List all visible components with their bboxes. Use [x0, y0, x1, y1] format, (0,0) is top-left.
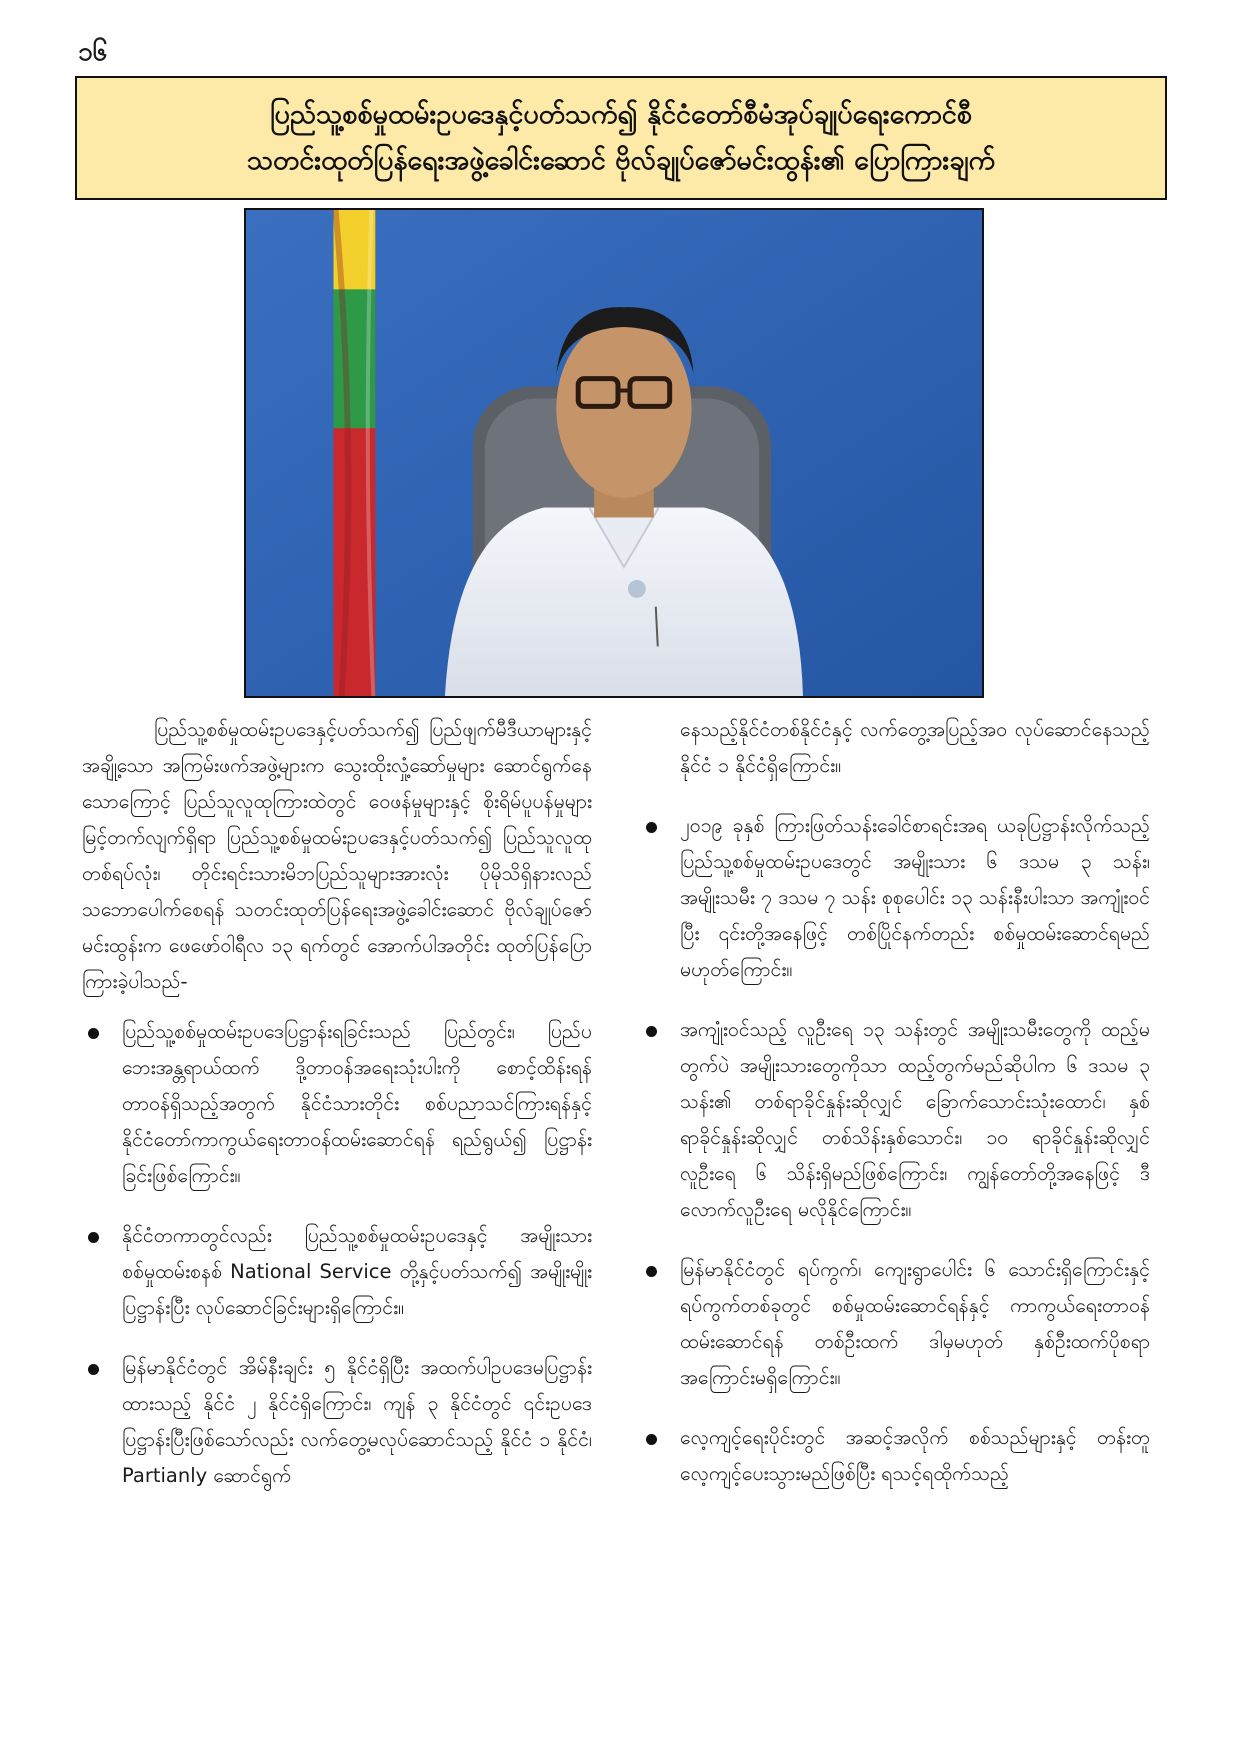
left-column	[82, 712, 592, 1518]
page-number: ၁၆	[78, 37, 108, 67]
intro-paragraph: ပြည်သူ့စစ်မှုထမ်းဥပဒေနှင့်ပတ်သက်၍ ပြည်ဖျက်မီဒီယာများနှင့် အချို့သော အကြမ်းဖက်အဖွဲ့များက သွေးထိုးလှုံ့ဆော်မှုများ ဆောင်ရွက်နေသောကြောင့် ပြည်သူလူထုကြားထဲတွင် ဝေဖန်မှုများနှင့် စိုးရိမ်ပူပန်မှုများ မြင့်တက်လျက်ရှိရာ ပြည်သူ့စစ်မှုထမ်းဥပဒေနှင့်ပတ်သက်၍ ပြည်သူလူထုတစ်ရပ်လုံး၊ တိုင်းရင်းသားမိဘပြည်သူများအားလုံး ပိုမိုသိရှိနားလည်သဘောပေါက်စေရန် သတင်းထုတ်ပြန်ရေးအဖွဲ့ခေါင်းဆောင် ဗိုလ်ချုပ်ဇော်မင်းထွန်းက ဖေဖော်ဝါရီလ ၁၃ ရက်တွင် အောက်ပါအတိုင်း ထုတ်ပြန်ပြောကြားခဲ့ပါသည်-	[82, 718, 592, 993]
list-item: မြန်မာနိုင်ငံတွင် ရပ်ကွက်၊ ကျေးရွာပေါင်း ၆ သောင်းရှိကြောင်းနှင့် ရပ်ကွက်တစ်ခုတွင် စစ်မှုထမ်းဆောင်ရန်နှင့် ကာကွယ်ရေးတာဝန်ထမ်းဆောင်ရန် တစ်ဦးထက် ဒါမှမဟုတ် နှစ်ဦးထက်ပိုစရာအကြောင်းမရှိကြောင်း။	[640, 1252, 1150, 1396]
list-item: လေ့ကျင့်ရေးပိုင်းတွင် အဆင့်အလိုက် စစ်သည်များနှင့် တန်းတူလေ့ကျင့်ပေးသွားမည်ဖြစ်ပြီး ရသင့်ရထိုက်သည့်	[640, 1420, 1150, 1492]
list-item: ပြည်သူ့စစ်မှုထမ်းဥပဒေပြဋ္ဌာန်းရခြင်းသည် ပြည်တွင်း၊ ပြည်ပဘေးအန္တရာယ်ထက် ဒို့တာဝန်အရေးသုံးပါးကို စောင့်ထိန်းရန် တာဝန်ရှိသည့်အတွက် နိုင်ငံသားတိုင်း စစ်ပညာသင်ကြားရန်နှင့် နိုင်ငံတော်ကာကွယ်ရေးတာဝန်ထမ်းဆောင်ရန် ရည်ရွယ်၍ ပြဋ္ဌာန်းခြင်းဖြစ်ကြောင်း။	[82, 1014, 592, 1194]
right-column	[640, 712, 1150, 1516]
article-title-line-1: ပြည်သူ့စစ်မှုထမ်းဥပဒေနှင့်ပတ်သက်၍ နိုင်ငံတော်စီမံအုပ်ချုပ်ရေးကောင်စီ	[270, 99, 972, 130]
flag-icon	[334, 210, 376, 696]
list-item: နိုင်ငံတကာတွင်လည်း ပြည်သူ့စစ်မှုထမ်းဥပဒေနှင့် အမျိုးသားစစ်မှုထမ်းစနစ် National Service တို့နှင့်ပတ်သက်၍ အမျိုးမျိုးပြဋ္ဌာန်းပြီး လုပ်ဆောင်ခြင်းများရှိကြောင်း။	[82, 1218, 592, 1326]
continued-list-item: နေသည့်နိုင်ငံတစ်နိုင်ငံနှင့် လက်တွေ့အပြည့်အဝ လုပ်ဆောင်နေသည့် နိုင်ငံ ၁ နိုင်ငံရှိကြောင်း။	[680, 718, 1150, 777]
article-title-box	[75, 76, 1167, 200]
spokesperson-photo	[244, 208, 984, 698]
photo-illustration	[246, 210, 982, 696]
list-item: ၂၀၁၉ ခုနှစ် ကြားဖြတ်သန်းခေါင်စာရင်းအရ ယခုပြဋ္ဌာန်းလိုက်သည့် ပြည်သူ့စစ်မှုထမ်းဥပဒေတွင် အမျိုးသား ၆ ဒသမ ၃ သန်း၊ အမျိုးသမီး ၇ ဒသမ ၇ သန်း စုစုပေါင်း ၁၃ သန်းနီးပါးသာ အကျုံးဝင်ပြီး ၎င်းတို့အနေဖြင့် တစ်ပြိုင်နက်တည်း စစ်မှုထမ်းဆောင်ရမည် မဟုတ်ကြောင်း။	[640, 808, 1150, 988]
list-item: အကျုံးဝင်သည့် လူဦးရေ ၁၃ သန်းတွင် အမျိုးသမီးတွေကို ထည့်မတွက်ပဲ အမျိုးသားတွေကိုသာ ထည့်တွက်မည်ဆိုပါက ၆ ဒသမ ၃ သန်း၏ တစ်ရာခိုင်နှုန်းဆိုလျှင် ခြောက်သောင်းသုံးထောင်၊ နှစ်ရာခိုင်နှုန်းဆိုလျှင် တစ်သိန်းနှစ်သောင်း၊ ၁၀ ရာခိုင်နှုန်းဆိုလျှင် လူဦးရေ ၆ သိန်းရှိမည်ဖြစ်ကြောင်း၊ ကျွန်တော်တို့အနေဖြင့် ဒီလောက်လူဦးရေ မလိုနိုင်ကြောင်း။	[640, 1012, 1150, 1228]
list-item: မြန်မာနိုင်ငံတွင် အိမ်နီးချင်း ၅ နိုင်ငံရှိပြီး အထက်ပါဥပဒေမပြဋ္ဌာန်းထားသည့် နိုင်ငံ ၂ နိုင်ငံရှိကြောင်း၊ ကျန် ၃ နိုင်ငံတွင် ၎င်းဥပဒေပြဋ္ဌာန်းပြီးဖြစ်သော်လည်း လက်တွေ့မလုပ်ဆောင်သည့် နိုင်ငံ ၁ နိုင်ငံ၊ Partianly ဆောင်ရွက်	[82, 1350, 592, 1494]
article-title-line-2: သတင်းထုတ်ပြန်ရေးအဖွဲ့ခေါင်းဆောင် ဗိုလ်ချုပ်ဇော်မင်းထွန်း၏ ပြောကြားချက်	[246, 145, 996, 176]
